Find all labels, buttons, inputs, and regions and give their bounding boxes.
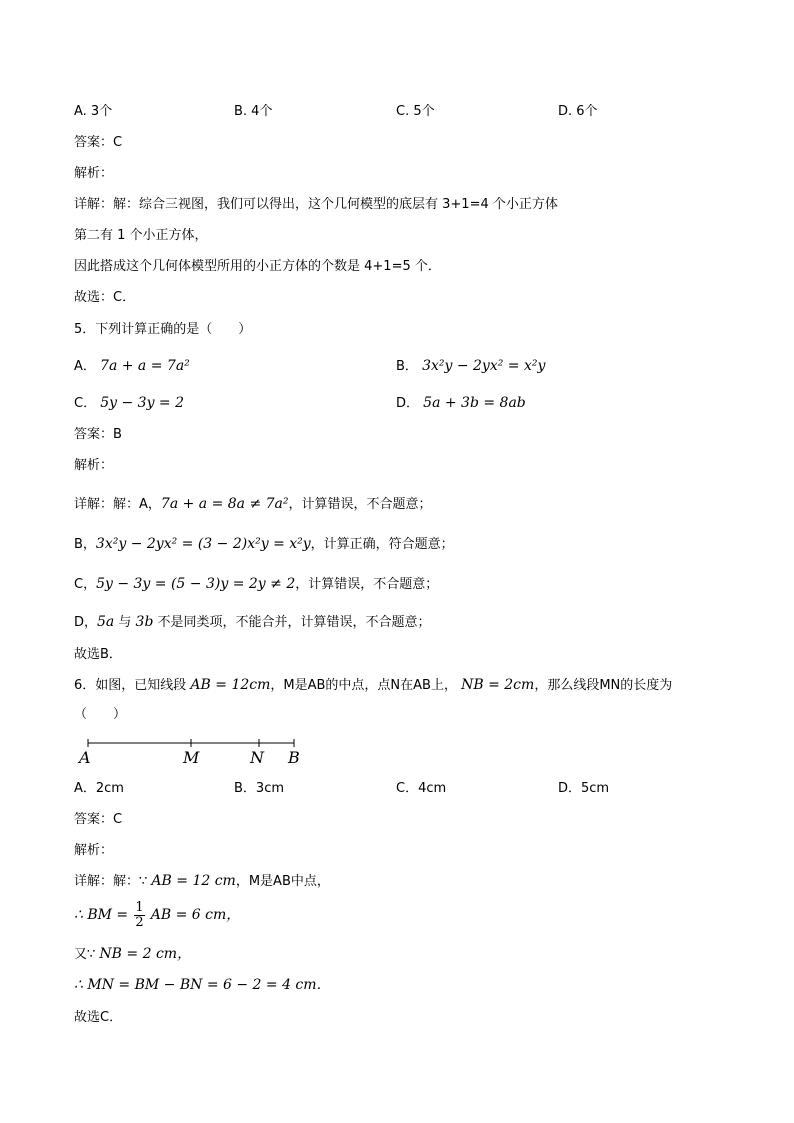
q5-detail-c <box>74 575 438 594</box>
q5-option-d <box>396 394 526 413</box>
q4-detail-line-3: 因此搭成这个几何体模型所用的小正方体的个数是 4+1=5 个． <box>74 259 441 274</box>
q4-option-a: A. 3个 <box>74 104 113 119</box>
q5-detail-d-suffix: 不是同类项，不能合并，计算错误，不合题意； <box>153 615 431 630</box>
q6-stem-part-3: ，那么线段MN的长度为 <box>534 678 673 693</box>
q6-option-a: A．2cm <box>74 781 124 796</box>
q6-option-d: D．5cm <box>558 781 610 796</box>
q6-option-c: C．4cm <box>396 781 447 796</box>
q4-option-d: D. 6个 <box>558 104 598 119</box>
q5-detail-d-mid: 与 <box>114 615 136 630</box>
q6-detail-4-expr: ∴ MN = BM − BN = 6 − 2 = 4 cm． <box>74 977 331 993</box>
q4-conclusion: 故选：C． <box>74 290 136 305</box>
q4-analysis-label: 解析： <box>74 166 114 181</box>
fraction-one-half <box>134 901 144 930</box>
q6-segment-figure <box>74 736 314 770</box>
q4-option-b: B. 4个 <box>234 104 273 119</box>
q5-detail-b-suffix: ，计算正确，符合题意； <box>310 537 454 552</box>
q6-conclusion: 故选C． <box>74 1010 123 1025</box>
q4-detail-line-1: 详解：解：综合三视图，我们可以得出，这个几何模型的底层有 3+1=4 个小正方体 <box>74 197 558 212</box>
q6-analysis-label: 解析： <box>74 843 114 858</box>
q6-stem-part-2: ，M是AB的中点，点N在AB上， <box>270 678 457 693</box>
q5-detail-d <box>74 613 431 632</box>
q4-option-c: C. 5个 <box>396 104 435 119</box>
q5-option-c <box>74 394 184 413</box>
q6-detail-line-1 <box>74 872 330 891</box>
q6-stem-nb: NB = 2cm <box>461 677 535 693</box>
label-m: M <box>183 748 200 767</box>
q5-option-a-label: A． <box>74 359 96 374</box>
q6-stem <box>74 676 672 695</box>
q6-option-b: B．3cm <box>234 781 285 796</box>
q5-option-a <box>74 357 190 376</box>
q5-detail-b <box>74 535 454 554</box>
q5-conclusion: 故选B． <box>74 647 122 662</box>
q6-detail-3-expr: NB = 2 cm， <box>99 946 192 962</box>
q6-stem-paren: （ ） <box>74 707 127 722</box>
q6-detail-line-3 <box>74 945 191 964</box>
q5-option-b-expr: 3x²y − 2yx² = x²y <box>422 358 546 374</box>
q5-option-c-label: C． <box>74 396 97 411</box>
q5-detail-a-prefix: 详解：解：A， <box>74 497 161 512</box>
q6-stem-part-1: 6．如图，已知线段 <box>74 678 187 693</box>
q5-option-b-label: B． <box>396 359 418 374</box>
q5-detail-d-expr-2: 3b <box>135 614 154 630</box>
q6-detail-1-suffix: ，M是AB中点， <box>235 874 330 889</box>
q5-answer: 答案：B <box>74 427 122 442</box>
fraction-numerator: 1 <box>135 900 144 915</box>
q5-option-b <box>396 357 545 376</box>
q5-detail-b-expr: 3x²y − 2yx² = (3 − 2)x²y = x²y <box>95 536 311 552</box>
q6-detail-line-2 <box>74 900 240 931</box>
q5-detail-a-suffix: ，计算错误，不合题意； <box>288 497 432 512</box>
q5-detail-b-prefix: B， <box>74 537 96 552</box>
label-n: N <box>250 748 264 767</box>
q6-detail-line-4 <box>74 976 331 995</box>
q5-option-c-expr: 5y − 3y = 2 <box>100 395 185 411</box>
q6-detail-1-expr: AB = 12 cm <box>151 873 236 889</box>
q5-option-a-expr: 7a + a = 7a² <box>100 358 190 374</box>
q4-detail-line-2: 第二有 1 个小正方体， <box>74 228 208 243</box>
q5-analysis-label: 解析： <box>74 458 114 473</box>
q5-detail-d-prefix: D， <box>74 615 98 630</box>
q6-stem-ab: AB = 12cm <box>190 677 271 693</box>
label-b: B <box>288 748 300 767</box>
q5-detail-a <box>74 495 432 514</box>
q5-detail-c-expr: 5y − 3y = (5 − 3)y = 2y ≠ 2 <box>96 576 296 592</box>
q5-stem: 5．下列计算正确的是（ ） <box>74 322 252 337</box>
q6-detail-2-rhs: AB = 6 cm， <box>150 907 241 923</box>
q6-detail-2-lhs: ∴ BM = <box>74 907 129 923</box>
q6-answer: 答案：C <box>74 812 123 827</box>
label-a: A <box>79 748 91 767</box>
q5-detail-d-expr-1: 5a <box>97 614 115 630</box>
q5-detail-c-prefix: C， <box>74 577 97 592</box>
q6-detail-1-prefix: 详解：解：∵ <box>74 874 148 889</box>
q5-detail-a-expr: 7a + a = 8a ≠ 7a² <box>160 496 289 512</box>
q5-option-d-label: D． <box>396 396 420 411</box>
q6-detail-3-prefix: 又∵ <box>74 947 96 962</box>
q4-answer: 答案：C <box>74 135 123 150</box>
q5-detail-c-suffix: ，计算错误，不合题意； <box>295 577 439 592</box>
q5-option-d-expr: 5a + 3b = 8ab <box>423 395 526 411</box>
fraction-denominator: 2 <box>135 915 144 930</box>
